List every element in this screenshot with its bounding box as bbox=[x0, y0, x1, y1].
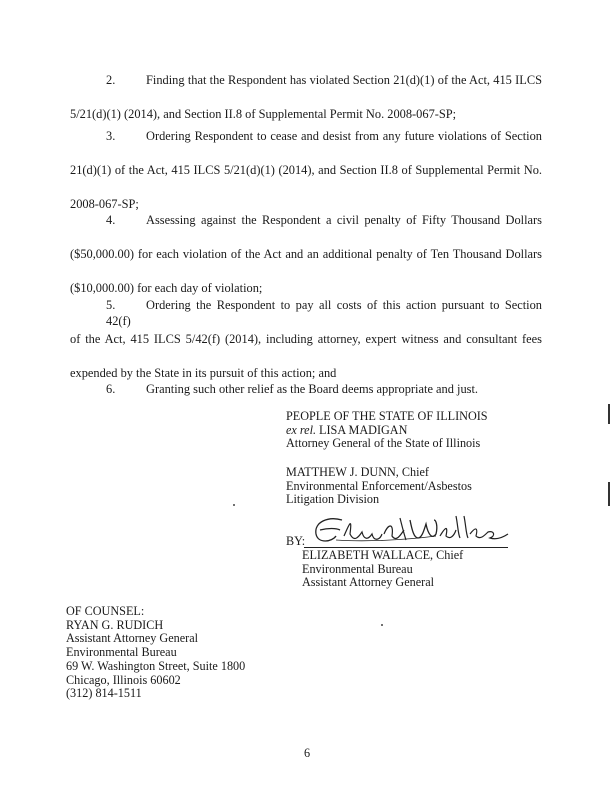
paragraph-number: 2. bbox=[106, 73, 116, 87]
signer-name: ELIZABETH WALLACE, Chief bbox=[302, 548, 464, 562]
scan-edge-mark bbox=[608, 404, 610, 424]
by-label: BY: bbox=[286, 534, 306, 548]
counsel-city: Chicago, Illinois 60602 bbox=[66, 672, 181, 687]
paragraph-line bbox=[70, 212, 542, 246]
signature-block-signer bbox=[302, 549, 463, 590]
paragraph-line bbox=[70, 297, 542, 331]
paragraph-text: Ordering Respondent to cease and desist from any future violations of Section bbox=[146, 129, 542, 143]
counsel-title: Assistant Attorney General bbox=[66, 631, 199, 646]
chief-division-line-2: Litigation Division bbox=[286, 492, 380, 507]
paragraph-number: 5. bbox=[106, 298, 116, 312]
signature-block-ag bbox=[286, 410, 488, 451]
paragraph-text: 2008-067-SP; bbox=[70, 197, 139, 211]
paragraph-text: expended by the State in its pursuit of this action; and bbox=[70, 366, 337, 380]
paragraph-line bbox=[70, 246, 542, 280]
paragraph-text: 5/21(d)(1) (2014), and Section II.8 of Supplemental Permit No. 2008-067-SP; bbox=[70, 107, 457, 121]
chief-name: MATTHEW J. DUNN, Chief bbox=[286, 465, 429, 479]
scan-speck bbox=[233, 504, 235, 506]
paragraph-text: Finding that the Respondent has violated Section 21(d)(1) of the Act, 415 ILCS bbox=[146, 73, 542, 87]
paragraph-text: of the Act, 415 ILCS 5/42(f) (2014), including attorney, expert witness and consultant fees bbox=[70, 332, 542, 346]
counsel-heading: OF COUNSEL: bbox=[66, 604, 145, 618]
signature-block-chief bbox=[286, 466, 472, 507]
signer-bureau: Environmental Bureau bbox=[302, 561, 413, 576]
of-counsel-block bbox=[66, 605, 245, 701]
chief-division-line-1: Environmental Enforcement/Asbestos bbox=[286, 478, 472, 493]
paragraph-text: Granting such other relief as the Board deems appropriate and just. bbox=[146, 382, 479, 396]
paragraph-number: 6. bbox=[106, 382, 116, 396]
ex-rel-name: LISA MADIGAN bbox=[319, 422, 408, 437]
counsel-phone: (312) 814-1511 bbox=[66, 686, 142, 701]
ex-rel-line bbox=[286, 424, 488, 438]
paragraph-line bbox=[70, 331, 542, 365]
signer-title: Assistant Attorney General bbox=[302, 575, 435, 590]
paragraph-line bbox=[70, 162, 542, 196]
scan-speck bbox=[381, 624, 383, 626]
people-caption: PEOPLE OF THE STATE OF ILLINOIS bbox=[286, 409, 488, 423]
paragraph-text: Assessing against the Respondent a civil penalty of Fifty Thousand Dollars bbox=[146, 213, 542, 227]
paragraph-line bbox=[70, 72, 542, 106]
counsel-bureau: Environmental Bureau bbox=[66, 645, 177, 660]
paragraph-number: 3. bbox=[106, 129, 116, 143]
paragraph-text: Ordering the Respondent to pay all costs of this action pursuant to Section 42(f) bbox=[106, 298, 542, 328]
paragraph-text: ($50,000.00) for each violation of the Act and an additional penalty of Ten Thousand Dollars bbox=[70, 247, 542, 261]
paragraph-text: ($10,000.00) for each day of violation; bbox=[70, 281, 263, 295]
page-number: 6 bbox=[303, 746, 311, 760]
ag-title: Attorney General of the State of Illinois bbox=[286, 436, 481, 451]
counsel-name: RYAN G. RUDICH bbox=[66, 617, 164, 632]
paragraph-text: 21(d)(1) of the Act, 415 ILCS 5/21(d)(1) (2014), and Section II.8 of Supplemental Permit No. bbox=[70, 163, 542, 177]
scan-edge-mark bbox=[608, 482, 610, 506]
paragraph-number: 4. bbox=[106, 213, 116, 227]
counsel-address: 69 W. Washington Street, Suite 1800 bbox=[66, 658, 246, 673]
paragraph-line bbox=[70, 128, 542, 162]
ex-rel-prefix: ex rel. bbox=[286, 422, 316, 437]
